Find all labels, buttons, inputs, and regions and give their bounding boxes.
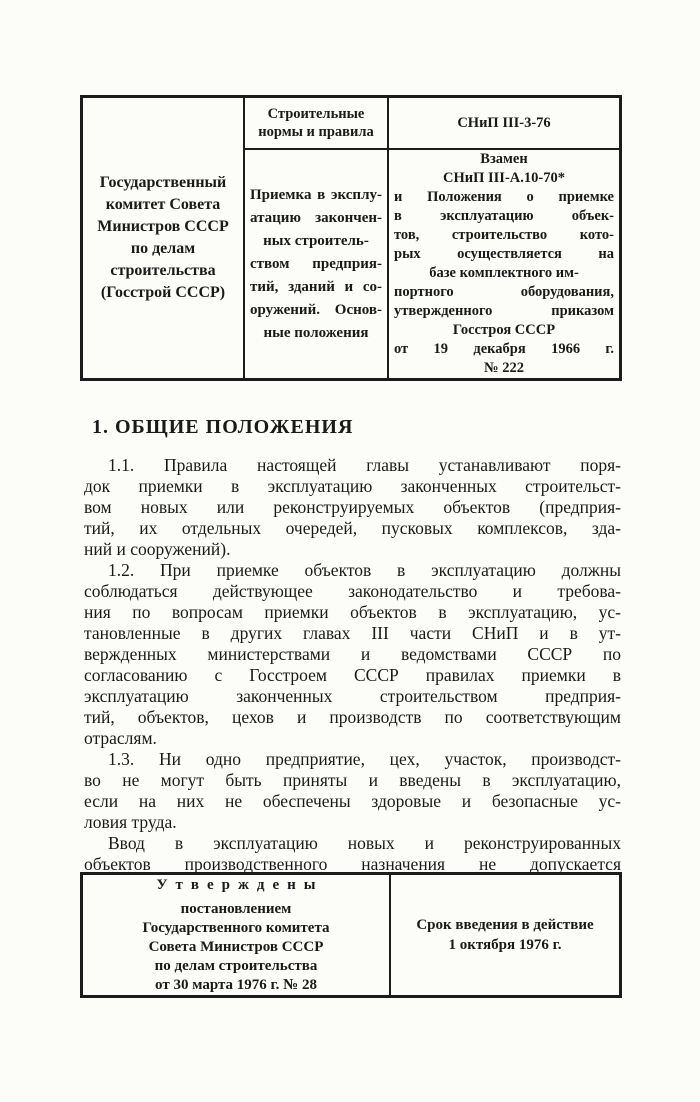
- approved-cell: [83, 875, 391, 995]
- replaces-line: портного оборудования,: [394, 284, 614, 300]
- issuer-line: Государственный: [99, 174, 227, 191]
- effective-date-cell: [391, 875, 619, 995]
- paragraph-1-2: [84, 560, 621, 749]
- paragraph-line: тий, их отдельных очередей, пусковых комплексов, зда-: [84, 518, 621, 538]
- paragraph-line: ния по вопросам приемки объектов в эксплуатацию, ус-: [84, 602, 621, 622]
- paragraph-line: Ввод в эксплуатацию новых и реконструированных: [108, 833, 621, 853]
- doc-code: СНиП III-3-76: [457, 115, 551, 131]
- main-text: [84, 416, 621, 875]
- paragraph-1-3: [84, 749, 621, 833]
- approved-line: по делам строительства: [154, 957, 318, 974]
- paragraph-line: ний и сооружений).: [84, 539, 231, 559]
- paragraph-line: 1.2. При приемке объектов в эксплуатацию должны: [108, 560, 621, 580]
- doc-title-line: ных строитель-: [263, 232, 369, 249]
- paragraph-line: 1.1. Правила настоящей главы устанавливают поря-: [108, 455, 621, 475]
- paragraph-line: эксплуатацию законченных строительством предприя-: [84, 686, 621, 706]
- doc-type-cell: [245, 98, 387, 150]
- issuer-cell: [83, 98, 245, 378]
- replaces-line: рых осуществляется на: [394, 246, 614, 262]
- replaces-line: базе комплектного им-: [429, 265, 579, 281]
- paragraph-1-1: [84, 455, 621, 560]
- paragraph-line: согласованию с Госстроем СССР правилах приемки в: [84, 665, 621, 685]
- paragraph-line: объектов производственного назначения не допускается: [84, 854, 621, 874]
- doc-type-line: Строительные: [267, 106, 365, 122]
- issuer-line: (Госстрой СССР): [100, 284, 226, 301]
- stamp-table: [80, 95, 622, 381]
- paragraph-line: тий, объектов, цехов и производств по соответствующим: [84, 707, 621, 727]
- issuer-line: по делам: [130, 240, 196, 257]
- doc-title-line: ством предприя-: [250, 255, 382, 272]
- section-heading: 1. ОБЩИЕ ПОЛОЖЕНИЯ: [92, 416, 354, 438]
- issuer-line: строительства: [110, 262, 216, 279]
- doc-title-line: оружений. Основ-: [250, 301, 382, 318]
- issuer-line: комитет Совета: [105, 196, 221, 213]
- doc-type-line: нормы и правила: [258, 124, 374, 140]
- replaces-line: СНиП III-А.10-70*: [443, 170, 565, 186]
- doc-title-cell: [245, 150, 387, 378]
- paragraph-line: соблюдаться действующее законодательство и требова-: [84, 581, 621, 601]
- approval-table: [80, 872, 622, 998]
- paragraph-line: вержденных министерствами и ведомствами СССР по: [84, 644, 621, 664]
- approved-line: постановлением: [180, 900, 292, 917]
- doc-title-line: тий, зданий и со-: [250, 278, 382, 295]
- replaces-line: Взамен: [480, 151, 528, 167]
- paragraph-line: отраслям.: [84, 728, 157, 748]
- paragraph-line: ловия труда.: [84, 812, 177, 832]
- paragraph-1-3-continued: [84, 833, 621, 875]
- replaces-line: Госстроя СССР: [452, 322, 556, 338]
- doc-type-column: [245, 98, 389, 378]
- replaces-line: утвержденного приказом: [394, 303, 614, 319]
- doc-code-cell: [389, 98, 619, 150]
- paragraph-line: вом новых или реконструируемых объектов (предприя-: [84, 497, 621, 517]
- doc-title-line: атацию закончен-: [250, 209, 382, 226]
- effective-line: Срок введения в действие: [416, 917, 594, 933]
- approved-line: Совета Министров СССР: [148, 938, 324, 955]
- paragraph-line: 1.3. Ни одно предприятие, цех, участок, производст-: [108, 749, 621, 769]
- doc-title-line: ные положения: [263, 324, 369, 341]
- paragraph-line: док приемки в эксплуатацию законченных строительст-: [84, 476, 621, 496]
- effective-line: 1 октября 1976 г.: [448, 937, 562, 953]
- approved-title: Утверждены: [156, 876, 324, 893]
- approved-line: Государственного комитета: [142, 919, 330, 936]
- issuer-line: Министров СССР: [97, 218, 229, 235]
- paragraph-line: если на них не обеспечены здоровые и безопасные ус-: [84, 791, 621, 811]
- replaces-line: от 19 декабря 1966 г.: [394, 341, 614, 357]
- approved-line: от 30 марта 1976 г. № 28: [155, 976, 317, 993]
- replaces-line: № 222: [484, 360, 524, 376]
- replaces-line: тов, строительство кото-: [394, 227, 614, 243]
- replaces-line: в эксплуатацию объек-: [394, 208, 614, 224]
- doc-code-column: [389, 98, 619, 378]
- replaces-line: и Положения о приемке: [394, 189, 614, 205]
- doc-title-line: Приемка в эксплу-: [250, 186, 382, 203]
- replaces-cell: [389, 150, 619, 378]
- paragraph-line: во не могут быть приняты и введены в эксплуатацию,: [84, 770, 621, 790]
- paragraph-line: тановленные в других главах III части СНиП и в ут-: [84, 623, 621, 643]
